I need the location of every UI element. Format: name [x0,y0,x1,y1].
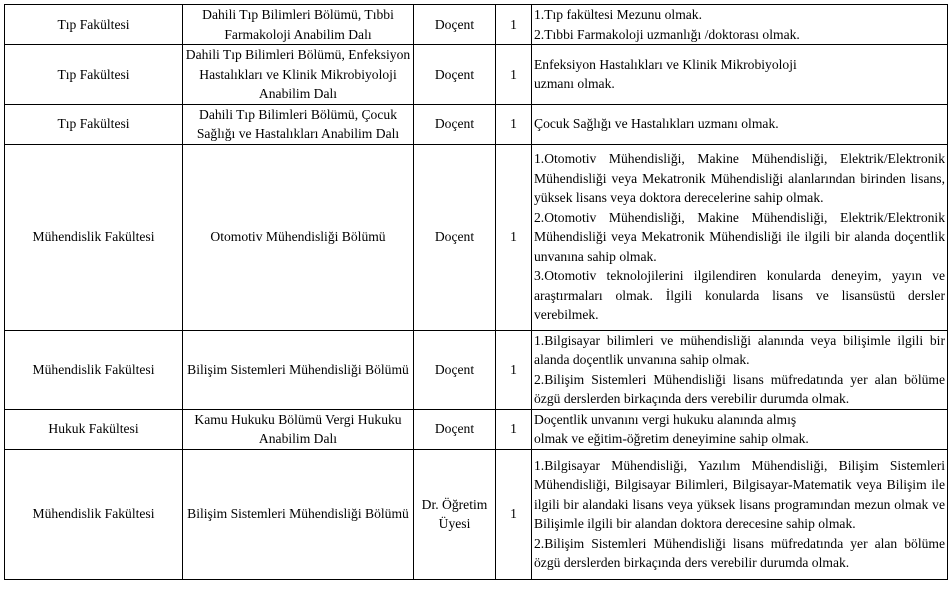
faculty-cell: Hukuk Fakültesi [5,409,183,449]
title-cell: Doçent [414,104,496,144]
title-cell: Doçent [414,45,496,105]
department-cell: Bilişim Sistemleri Mühendisliği Bölümü [183,330,414,409]
requirement-item: Doçentlik unvanını vergi hukuku alanında almış [534,411,797,427]
requirements-cell [532,330,948,409]
faculty-cell: Mühendislik Fakültesi [5,330,183,409]
title-cell: Doçent [414,409,496,449]
count-cell: 1 [496,104,532,144]
count-cell: 1 [496,5,532,45]
requirements-cell [532,449,948,579]
department-cell: Dahili Tıp Bilimleri Bölümü, Çocuk Sağlığı ve Hastalıkları Anabilim Dalı [183,104,414,144]
count-cell: 1 [496,144,532,330]
table-row [5,104,948,144]
requirement-item: 1.Bilgisayar bilimleri ve mühendisliği alanında veya bilişimle ilgili bir alanda doçentlik unvanına sahip olmak. [534,332,945,367]
requirement-item: 2.Bilişim Sistemleri Mühendisliği lisans müfredatında yer alan bölüme özgü derslerden birkaçında ders verebilir durumda olmak. [534,535,945,570]
requirement-item: 3.Otomotiv teknolojilerini ilgilendiren konularda deneyim, yayın ve araştırmaları olmak. İlgili konularda lisans ve lisansüstü dersler verebilmek. [534,268,945,323]
requirement-item: olmak ve eğitim-öğretim deneyimine sahip olmak. [534,431,809,446]
department-cell: Kamu Hukuku Bölümü Vergi Hukuku Anabilim Dalı [183,409,414,449]
requirements-cell [532,104,948,144]
faculty-cell: Tıp Fakültesi [5,45,183,105]
requirement-item: Çocuk Sağlığı ve Hastalıkları uzmanı olmak. [534,116,779,132]
faculty-cell: Mühendislik Fakültesi [5,449,183,579]
title-cell: Dr. Öğretim Üyesi [414,449,496,579]
requirement-item: 1.Otomotiv Mühendisliği, Makine Mühendisliği, Elektrik/Elektronik Mühendisliği veya Mekatronik Mühendisliği alanlarından birinden lisans, yüksek lisans veya doktora derecelerine sahip olmak. [534,151,945,206]
count-cell: 1 [496,449,532,579]
requirement-item: 2.Bilişim Sistemleri Mühendisliği lisans müfredatında yer alan bölüme özgü derslerden birkaçında ders verebilir durumda olmak. [534,371,945,406]
title-cell: Doçent [414,144,496,330]
positions-table-body [5,5,948,580]
requirement-item: 1.Tıp fakültesi Mezunu olmak. [534,7,702,22]
requirement-item: uzmanı olmak. [534,76,615,92]
requirement-item: 1.Bilgisayar Mühendisliği, Yazılım Mühendisliği, Bilişim Sistemleri Mühendisliği, Bilgisayar Bilimleri, Bilgisayar-Matematik veya Bilişim ile ilgili bir alandaki lisans veya yüksek lisans programından mezun olmak ve Bilişimle ilgili bir alandan doktora derecesine sahip olmak. [534,457,945,531]
table-row [5,144,948,330]
table-row [5,449,948,579]
table-row [5,330,948,409]
table-row [5,5,948,45]
faculty-cell: Tıp Fakültesi [5,104,183,144]
department-cell: Dahili Tıp Bilimleri Bölümü, Enfeksiyon Hastalıkları ve Klinik Mikrobiyoloji Anabilim Dalı [183,45,414,105]
requirement-item: 2.Otomotiv Mühendisliği, Makine Mühendisliği, Elektrik/Elektronik Mühendisliği veya Mekatronik Mühendisliği ile ilgili bir alanda doçentlik unvanına sahip olmak. [534,209,945,264]
requirements-cell [532,45,948,105]
faculty-cell: Mühendislik Fakültesi [5,144,183,330]
department-cell: Dahili Tıp Bilimleri Bölümü, Tıbbi Farmakoloji Anabilim Dalı [183,5,414,45]
title-cell: Doçent [414,330,496,409]
requirements-cell [532,144,948,330]
faculty-cell: Tıp Fakültesi [5,5,183,45]
table-row [5,409,948,449]
requirement-item: Enfeksiyon Hastalıkları ve Klinik Mikrobiyoloji [534,56,797,72]
requirements-cell [532,5,948,45]
department-cell: Bilişim Sistemleri Mühendisliği Bölümü [183,449,414,579]
department-cell: Otomotiv Mühendisliği Bölümü [183,144,414,330]
count-cell: 1 [496,330,532,409]
requirement-item: 2.Tıbbi Farmakoloji uzmanlığı /doktorası olmak. [534,26,800,42]
title-cell: Doçent [414,5,496,45]
table-row [5,45,948,105]
count-cell: 1 [496,409,532,449]
requirements-cell [532,409,948,449]
positions-table [4,4,948,580]
count-cell: 1 [496,45,532,105]
